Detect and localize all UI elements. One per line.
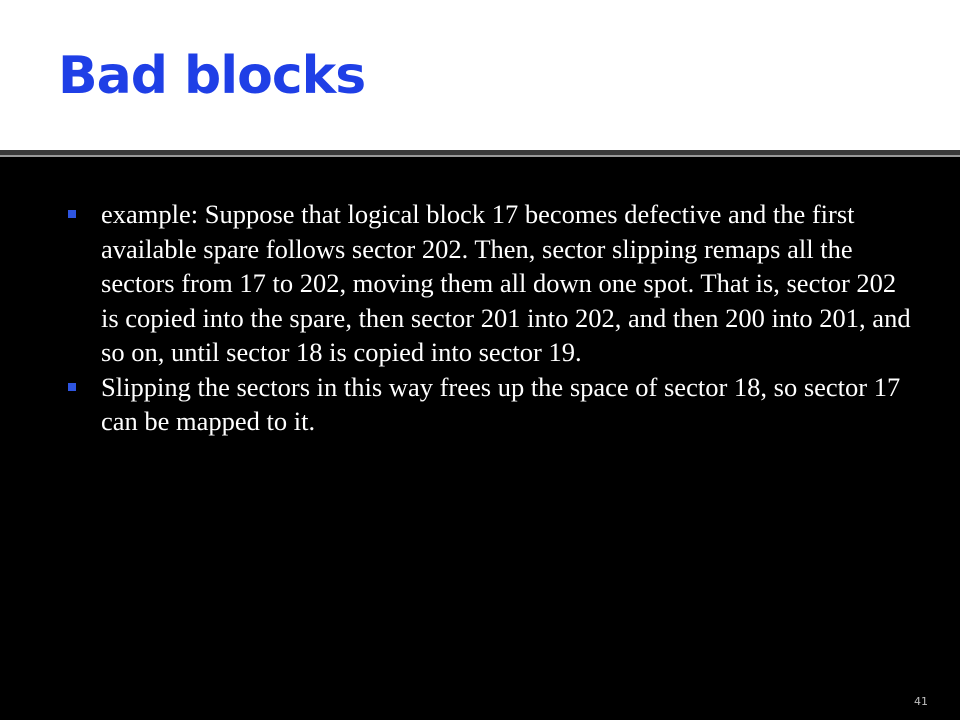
- bullet-item: [66, 197, 916, 370]
- title-divider-highlight: [0, 155, 960, 157]
- square-bullet-icon: [68, 210, 76, 218]
- bullet-text: Slipping the sectors in this way frees up the space of sector 18, so sector 17 can be mapped to it.: [101, 371, 901, 436]
- square-bullet-icon: [68, 383, 76, 391]
- bullet-list: [66, 197, 916, 439]
- bullet-item: [66, 370, 916, 439]
- slide-title: Bad blocks: [58, 46, 366, 106]
- title-band: [0, 0, 960, 150]
- bullet-text: example: Suppose that logical block 17 becomes defective and the first available spare follows sector 202. Then, sector slipping remaps all the sectors from 17 to 202, moving them all down one spot. That is, sector 202 is copied into the spare, then sector 201 into 202, and then 200 into 201, and so on, until sector 18 is copied into sector 19.: [101, 199, 911, 367]
- page-number: 41: [914, 695, 928, 708]
